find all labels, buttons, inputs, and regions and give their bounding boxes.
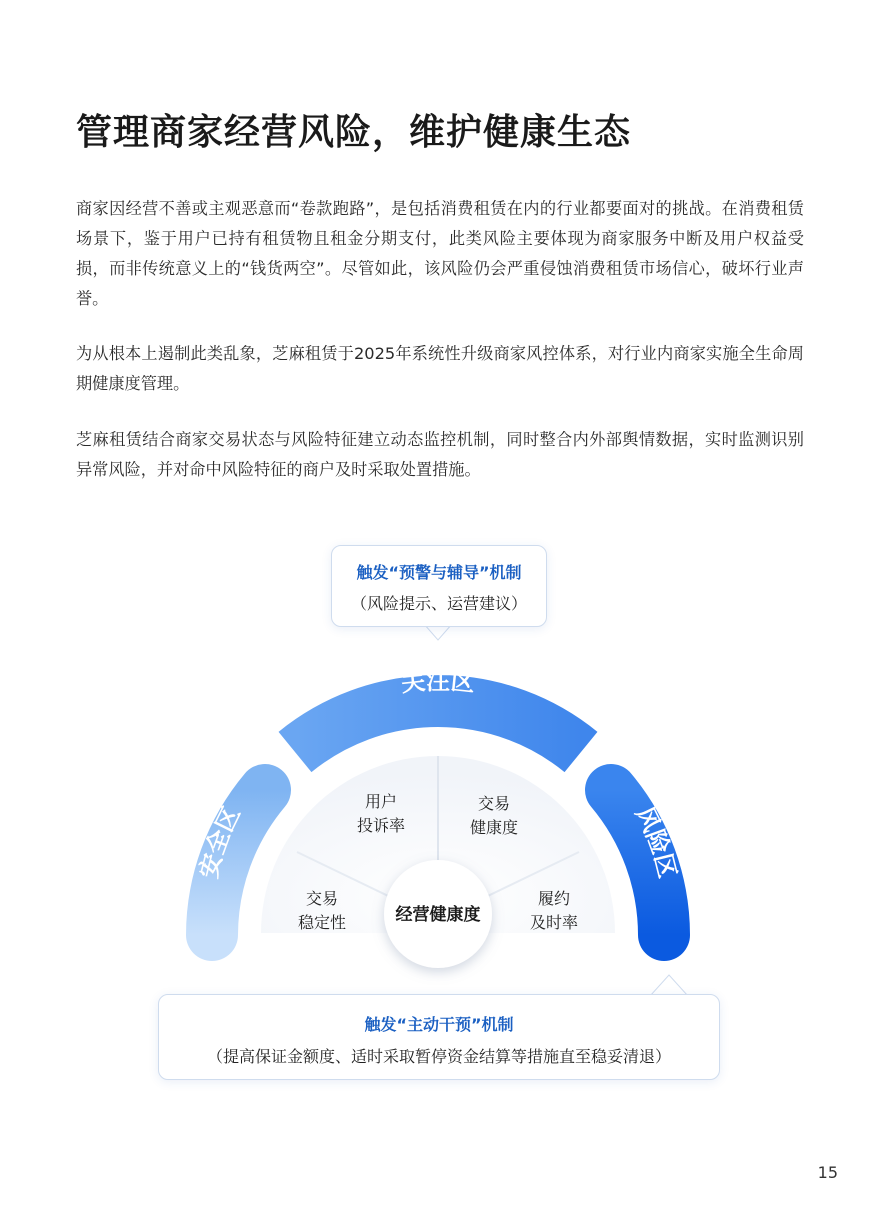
paragraph-1: 商家因经营不善或主观恶意而“卷款跑路”，是包括消费租赁在内的行业都要面对的挑战。在消费租赁场景下，鉴于用户已持有租赁物且租金分期支付，此类风险主要体现为商家服务中断及用户权益受损，而非传统意义上的“钱货两空”。尽管如此，该风险仍会严重侵蚀消费租赁市场信心，破坏行业声誉。 bbox=[76, 199, 804, 308]
top-callout-detail: （风险提示、运营建议） bbox=[350, 594, 527, 613]
top-callout bbox=[331, 545, 547, 627]
metric-trade-health-line2: 健康度 bbox=[469, 818, 519, 837]
paragraph-2: 为从根本上遏制此类乱象，芝麻租赁于2025年系统性升级商家风控体系，对行业内商家实施全生命周期健康度管理。 bbox=[76, 344, 804, 393]
bottom-callout-heading: 触发“主动干预”机制 bbox=[364, 1015, 514, 1034]
watch-zone-label: 关注区 bbox=[399, 666, 477, 698]
bottom-callout bbox=[158, 994, 720, 1080]
safe-zone-label: 安全区 bbox=[194, 802, 246, 881]
metric-trade-stability-line2: 稳定性 bbox=[297, 913, 347, 932]
top-callout-heading: 触发“预警与辅导”机制 bbox=[356, 563, 522, 582]
risk-zone-label: 风险区 bbox=[630, 802, 682, 881]
page-number: 15 bbox=[817, 1163, 838, 1182]
metric-complaint-rate-line1: 用户 bbox=[364, 792, 398, 811]
center-label: 经营健康度 bbox=[395, 905, 481, 925]
bottom-callout-detail: （提高保证金额度、适时采取暂停资金结算等措施直至稳妥清退） bbox=[206, 1047, 671, 1066]
metric-trade-stability-line1: 交易 bbox=[305, 889, 339, 908]
metric-fulfillment-rate-line2: 及时率 bbox=[529, 913, 579, 932]
metric-fulfillment-rate-line1: 履约 bbox=[537, 889, 571, 908]
watch-zone-band bbox=[295, 701, 581, 752]
paragraph-3: 芝麻租赁结合商家交易状态与风险特征建立动态监控机制，同时整合内外部舆情数据，实时监测识别异常风险，并对命中风险特征的商户及时采取处置措施。 bbox=[76, 430, 804, 479]
bottom-callout-pointer bbox=[650, 975, 688, 996]
metric-trade-health-line1: 交易 bbox=[477, 794, 511, 813]
metric-complaint-rate-line2: 投诉率 bbox=[356, 816, 406, 835]
page-title: 管理商家经营风险，维护健康生态 bbox=[76, 112, 632, 153]
